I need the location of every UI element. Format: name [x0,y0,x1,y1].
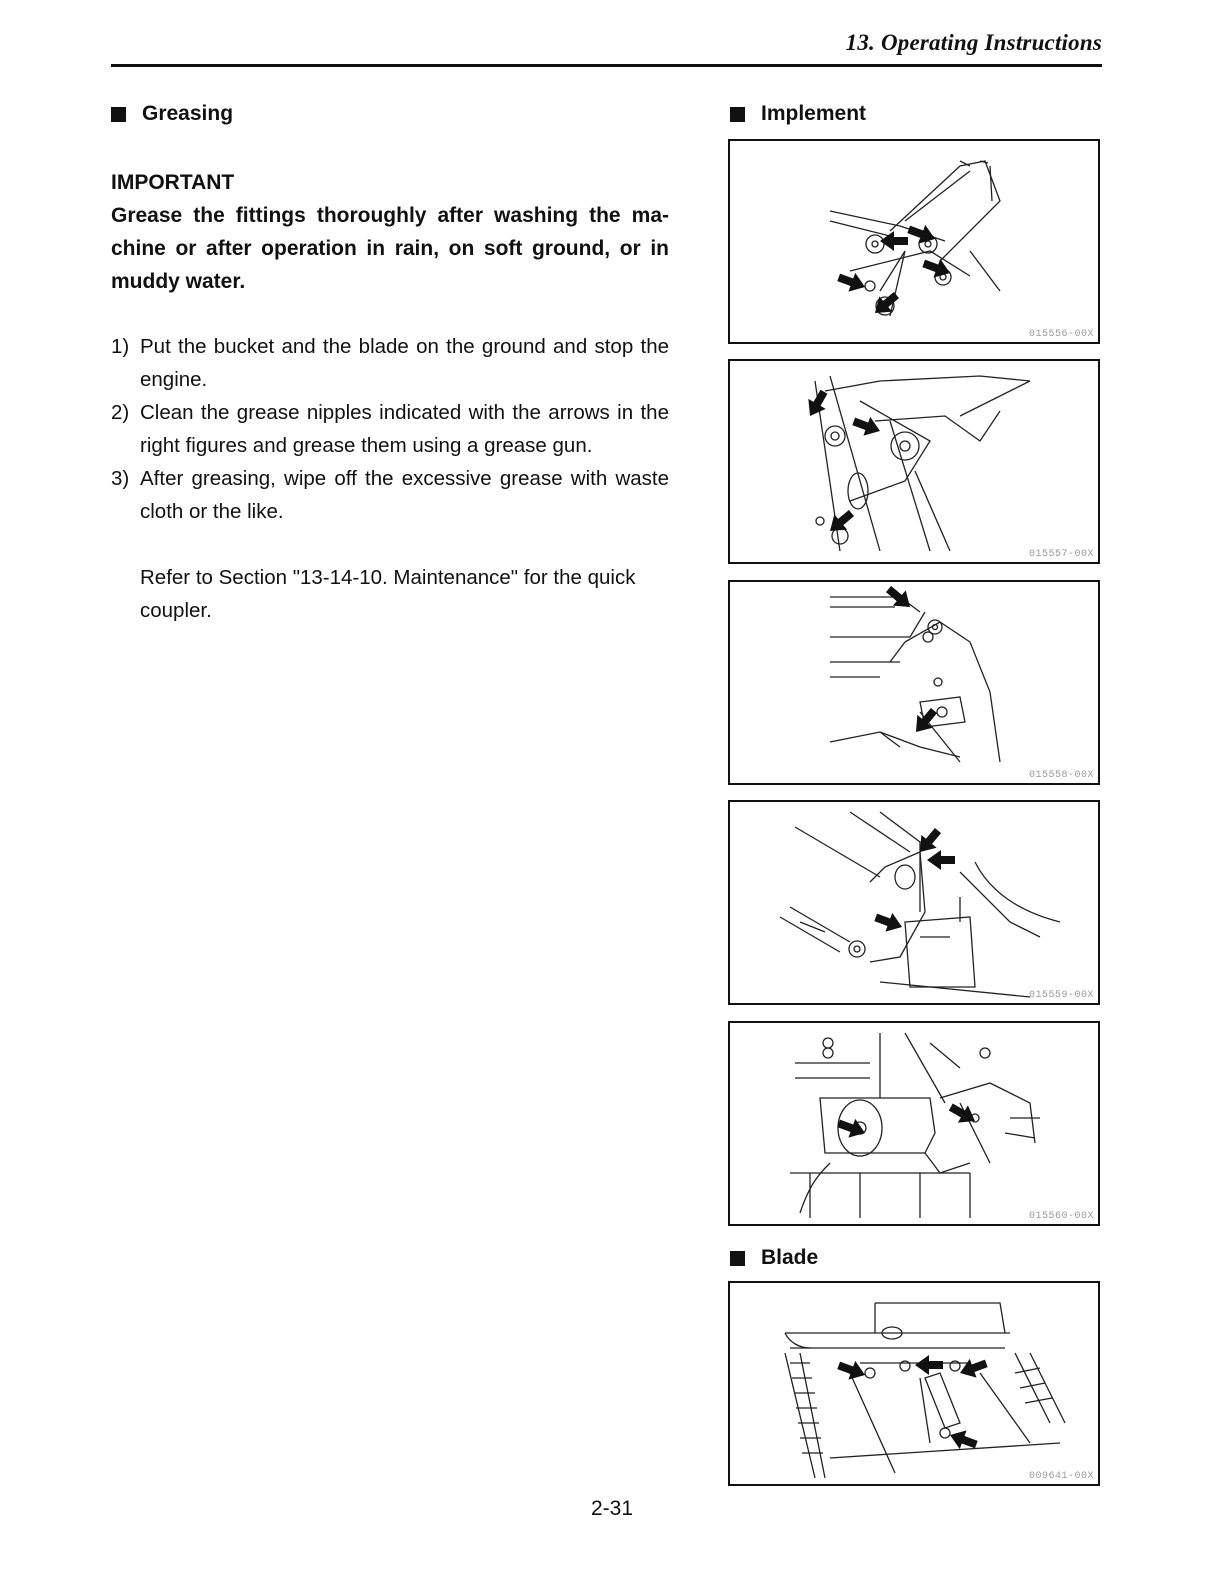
square-bullet-icon [730,1251,745,1266]
steps-list [111,330,669,528]
swing-bracket-grease-points-illustration [730,1023,1098,1224]
step-number: 2) [111,401,130,424]
implement-heading [730,102,866,126]
greasing-heading [111,102,233,126]
blade-heading [730,1246,818,1270]
page-number: 2-31 [590,1497,634,1520]
greasing-body [111,166,669,627]
step-text: Put the bucket and the blade on the ground and stop the engine. [140,335,669,391]
blade-figure [728,1281,1100,1486]
bucket-link-grease-points-illustration [730,141,1098,342]
implement-figure-4 [728,800,1100,1005]
implement-figure-5 [728,1021,1100,1226]
step-text: After greasing, wipe off the excessive grease with waste cloth or the like. [140,467,669,523]
figure-code: 015558-00X [1028,770,1094,781]
square-bullet-icon [730,107,745,122]
important-text: Grease the fittings thoroughly after washing the ma-chine or after operation in rain, on soft ground, or in muddy water. [111,204,669,293]
arm-end-grease-points-illustration [730,361,1098,562]
implement-figure-3 [728,580,1100,785]
boom-arm-joint-grease-points-illustration [730,582,1098,783]
greasing-title: Greasing [142,102,234,125]
blade-cylinder-grease-points-illustration [730,1283,1098,1484]
step-text: Clean the grease nipples indicated with the arrows in the right figures and grease them using a grease gun. [140,401,669,457]
implement-title: Implement [761,102,867,125]
blade-title: Blade [761,1246,819,1269]
figure-code: 015559-00X [1028,990,1094,1001]
implement-figure-2 [728,359,1100,564]
implement-figure-1 [728,139,1100,344]
list-item [111,396,669,462]
header-rule [111,64,1102,67]
running-head: 13. Operating Instructions [845,30,1102,55]
boom-foot-grease-points-illustration [730,802,1098,1003]
figure-code: 015556-00X [1028,329,1094,340]
list-item [111,462,669,528]
quick-coupler-note: Refer to Section "13-14-10. Maintenance" for the quick coupler. [140,566,636,622]
important-label: IMPORTANT [111,171,235,194]
step-number: 1) [111,335,130,358]
step-number: 3) [111,467,130,490]
figure-code: 009641-00X [1028,1471,1094,1482]
square-bullet-icon [111,107,126,122]
figure-code: 015560-00X [1028,1211,1094,1222]
list-item [111,330,669,396]
figure-code: 015557-00X [1028,549,1094,560]
